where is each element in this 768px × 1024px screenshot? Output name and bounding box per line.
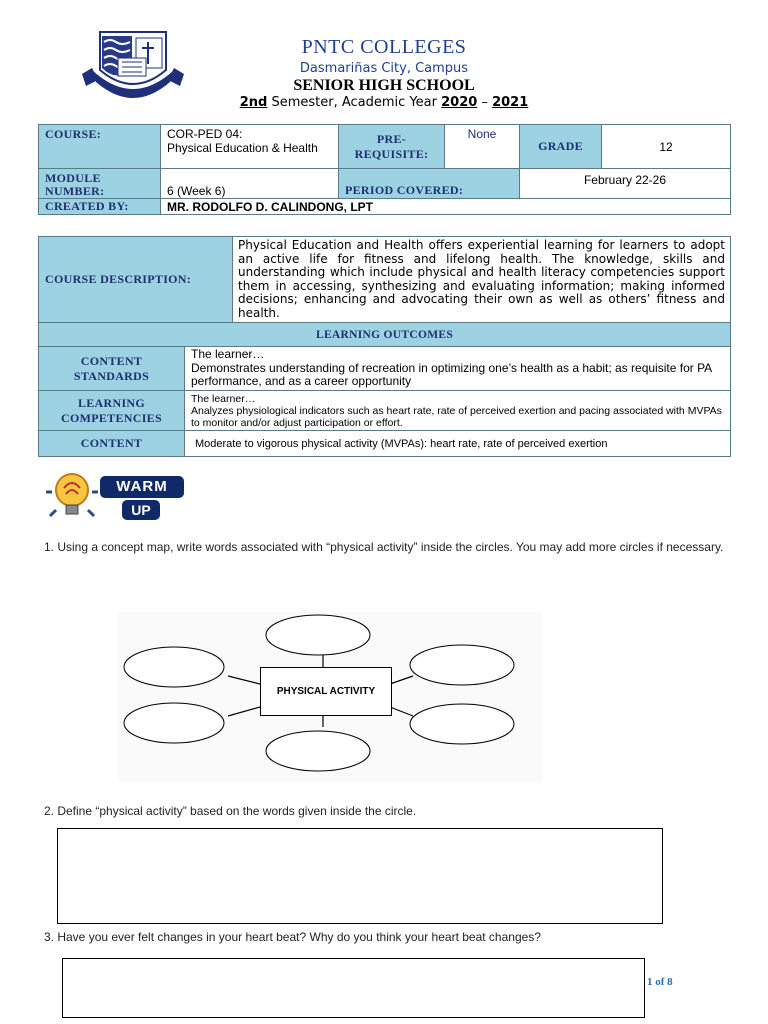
course-description-label: COURSE DESCRIPTION: [39, 237, 233, 323]
period-label: PERIOD COVERED: [339, 169, 520, 199]
semester-text: Semester, Academic Year [267, 95, 442, 110]
division-name: SENIOR HIGH SCHOOL [293, 77, 475, 94]
content-standards-text [185, 347, 731, 391]
learning-competencies-label-line2: COMPETENCIES [61, 410, 162, 425]
content-standards-intro: The learner… [191, 347, 265, 362]
content-standards-label-line2: STANDARDS [73, 368, 150, 383]
course-info-table [38, 124, 731, 215]
warm-up-badge [46, 470, 186, 522]
content-standards-body: Demonstrates understanding of recreation in optimizing one’s health as a habit; as requisite for PA performance, and as a career opportunity [191, 360, 712, 389]
year-separator: – [477, 95, 493, 110]
module-label-line1: MODULE [45, 171, 101, 185]
prereq-label-line2: REQUISITE: [354, 146, 429, 161]
learning-competencies-label-line1: LEARNING [77, 395, 146, 410]
year-end: 2021 [492, 95, 529, 110]
question-2: 2. Define “physical activity” based on the words given inside the circle. [44, 804, 417, 818]
question-3: 3. Have you ever felt changes in your heart beat? Why do you think your heart beat changes? [44, 930, 541, 944]
year-start: 2020 [441, 95, 478, 110]
answer-box-2[interactable] [57, 828, 663, 924]
semester-line [0, 95, 768, 110]
answer-box-3[interactable] [62, 958, 645, 1018]
course-description-text: Physical Education and Health offers experiential learning for learners to adopt an active life for fitness and lifelong health. The knowledge, skills and understanding which include physical and health literacy competencies support them in accessing, synthesizing and evaluating information; making informed decisions; enhancing and advocating their own as well as others’ fitness and health. [233, 237, 731, 323]
learning-competencies-intro: The learner… [191, 392, 256, 405]
warm-up-word1: WARM [116, 478, 168, 495]
course-description-table [38, 236, 731, 457]
question-1: 1. Using a concept map, write words associated with “physical activity” inside the circles. You may add more circles if necessary. [44, 540, 724, 554]
grade-label: GRADE [520, 125, 602, 169]
content-label: CONTENT [39, 431, 185, 457]
semester-number: 2nd [239, 95, 268, 110]
module-label [39, 169, 161, 199]
school-name: PNTC COLLEGES [301, 36, 467, 58]
prereq-label [339, 125, 445, 169]
module-value: 6 (Week 6) [161, 169, 339, 199]
grade-value: 12 [602, 125, 731, 169]
content-standards-label [39, 347, 185, 391]
content-standards-label-line1: CONTENT [80, 353, 143, 368]
period-value: February 22-26 [520, 169, 731, 199]
learning-competencies-text [185, 391, 731, 431]
learning-competencies-body: Analyzes physiological indicators such as heart rate, rate of perceived exertion and pacing associated with MVPAs to monitor and/or adjust participation or effort. [191, 404, 722, 429]
course-label: COURSE: [39, 125, 161, 169]
warm-up-word2: UP [131, 502, 151, 518]
prereq-label-line1: PRE- [376, 131, 407, 146]
module-label-line2: NUMBER: [45, 184, 105, 198]
campus-name: Dasmariñas City, Campus [299, 61, 469, 76]
created-by-label: CREATED BY: [39, 199, 161, 215]
created-by-value: MR. RODOLFO D. CALINDONG, LPT [161, 199, 731, 215]
course-value [161, 125, 339, 169]
learning-outcomes-header: LEARNING OUTCOMES [39, 323, 731, 347]
course-code: COR-PED 04: [167, 127, 243, 141]
concept-map-center: PHYSICAL ACTIVITY [260, 667, 392, 716]
content-text: Moderate to vigorous physical activity (MVPAs): heart rate, rate of perceived exertion [185, 431, 731, 457]
page-number: 1 of 8 [647, 976, 673, 988]
course-title: Physical Education & Health [167, 141, 318, 155]
prereq-value: None [445, 125, 520, 169]
learning-competencies-label [39, 391, 185, 431]
